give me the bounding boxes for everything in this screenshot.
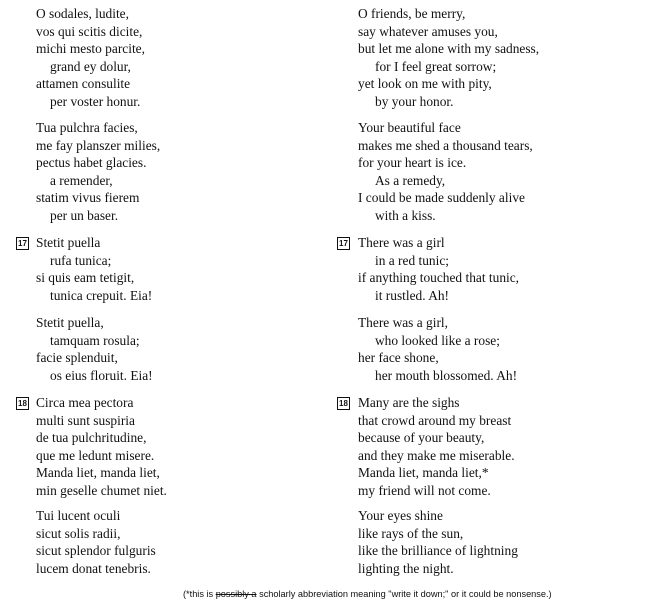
verse-line: facie splenduit, — [36, 350, 118, 366]
verse-line: her face shone, — [358, 350, 439, 366]
verse-line: tunica crepuit. Eia! — [50, 287, 153, 303]
verse-line: who looked like a rose; — [375, 332, 500, 348]
verse-line: per voster honur. — [50, 94, 141, 109]
verse-line: it rustled. Ah! — [375, 287, 450, 303]
verse-line: de tua pulchritudine, — [36, 430, 147, 446]
verse-line: rufa tunica; — [50, 252, 112, 268]
verse-line: but let me alone with my sadness, — [358, 41, 540, 57]
verse-line: in a red tunic; — [375, 252, 449, 268]
verse-line: because of your beauty, — [358, 430, 485, 446]
verse-line: by your honor. — [375, 94, 454, 109]
verse-line: Many are the sighs — [358, 395, 460, 410]
verse-line: and they make me miserable. — [358, 447, 515, 463]
verse-line: As a remedy, — [375, 172, 446, 188]
verse-line: sicut solis radii, — [36, 525, 121, 541]
verse-line: if anything touched that tunic, — [358, 270, 520, 286]
verse-line: makes me shed a thousand tears, — [358, 137, 533, 153]
verse-line: her mouth blossomed. Ah! — [375, 367, 518, 383]
verse-line: Tui lucent oculi — [36, 508, 121, 523]
verse-line: like the brilliance of lightning — [358, 543, 518, 559]
verse-line: Manda liet, manda liet, — [36, 465, 160, 481]
footnote-text-end: scholarly abbreviation meaning "write it down;" or it could be nonsense.) — [256, 589, 552, 599]
verse-line: si quis eam tetigit, — [36, 270, 135, 286]
verse-line: Circa mea pectora — [36, 395, 134, 410]
verse-line: Manda liet, manda liet,* — [358, 465, 489, 481]
verse-line: Stetit puella — [36, 235, 101, 250]
verse-line: min geselle chumet niet. — [36, 483, 167, 498]
footnote-struck-text: possibly a — [215, 589, 257, 599]
verse-line: attamen consulite — [36, 76, 131, 92]
verse-line: like rays of the sun, — [358, 525, 464, 541]
verse-line: tamquam rosula; — [50, 332, 140, 348]
verse-line: my friend will not come. — [358, 483, 491, 498]
verse-line: que me ledunt misere. — [36, 447, 155, 463]
verse-line: grand ey dolur, — [50, 58, 131, 74]
verse-line: that crowd around my breast — [358, 412, 512, 428]
verse-line: Tua pulchra facies, — [36, 120, 138, 135]
verse-line: There was a girl — [358, 235, 445, 250]
verse-line: vos qui scitis dicite, — [36, 23, 143, 39]
verse-line: per un baser. — [50, 208, 119, 223]
verse-line: statim vivus fierem — [36, 190, 140, 206]
verse-line: yet look on me with pity, — [358, 76, 492, 92]
verse-line: O sodales, ludite, — [36, 6, 129, 21]
stanza-number: 18 — [337, 397, 350, 410]
footnote — [183, 589, 552, 599]
verse-line: lucem donat tenebris. — [36, 560, 151, 576]
verse-line: lighting the night. — [358, 560, 454, 576]
verse-line: pectus habet glacies. — [36, 155, 147, 171]
verse-line: Stetit puella, — [36, 315, 104, 330]
footnote-text-start: (*this is — [183, 589, 216, 599]
verse-line: with a kiss. — [375, 208, 436, 223]
verse-line: Your beautiful face — [358, 120, 461, 135]
verse-line: os eius floruit. Eia! — [50, 367, 153, 383]
verse-line: Your eyes shine — [358, 508, 443, 523]
verse-line: for I feel great sorrow; — [375, 58, 497, 74]
verse-line: me fay planszer milies, — [36, 137, 161, 153]
verse-line: O friends, be merry, — [358, 6, 466, 21]
verse-line: michi mesto parcite, — [36, 41, 145, 57]
stanza-number: 18 — [16, 397, 29, 410]
verse-line: sicut splendor fulguris — [36, 543, 156, 559]
verse-line: multi sunt suspiria — [36, 412, 135, 428]
stanza-number: 17 — [337, 237, 350, 250]
verse-line: for your heart is ice. — [358, 155, 467, 171]
verse-line: There was a girl, — [358, 315, 448, 330]
stanza-number: 17 — [16, 237, 29, 250]
verse-line: say whatever amuses you, — [358, 23, 498, 39]
verse-line: a remender, — [50, 172, 113, 188]
verse-line: I could be made suddenly alive — [358, 190, 525, 206]
